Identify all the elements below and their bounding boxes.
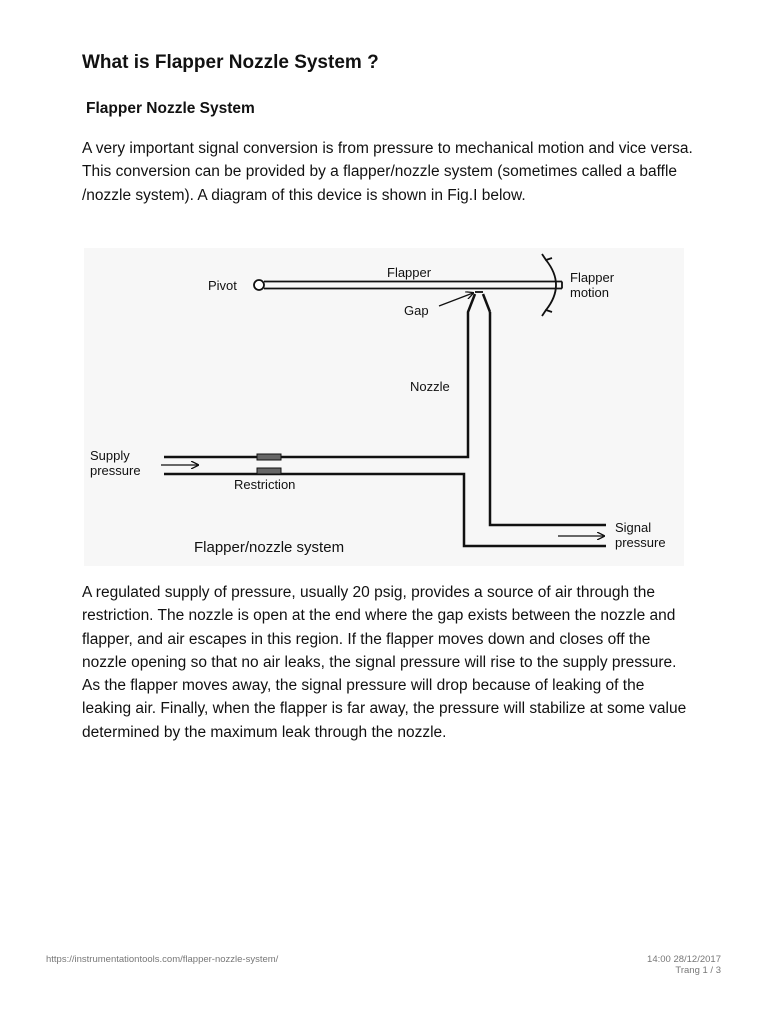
footer-meta: [647, 954, 721, 976]
footer-url: https://instrumentationtools.com/flapper-nozzle-system/: [46, 954, 279, 965]
footer-datetime: 14:00 28/12/2017: [647, 954, 721, 965]
label-flapper-motion-1: Flapper: [570, 270, 615, 285]
label-restriction: Restriction: [234, 477, 296, 492]
label-flapper: Flapper: [387, 265, 432, 280]
footer-page-number: Trang 1 / 3: [675, 965, 721, 976]
diagram-caption: Flapper/nozzle system: [194, 539, 345, 556]
label-gap: Gap: [404, 303, 429, 318]
flapper-nozzle-diagram: [84, 248, 684, 566]
label-flapper-motion-2: motion: [570, 285, 610, 300]
label-nozzle: Nozzle: [410, 379, 450, 394]
section-heading: Flapper Nozzle System: [86, 100, 255, 117]
label-supply-2: pressure: [90, 463, 141, 478]
label-signal-2: pressure: [615, 535, 666, 550]
label-pivot: Pivot: [208, 278, 237, 293]
label-signal-1: Signal: [615, 520, 652, 535]
intro-paragraph: A very important signal conversion is from pressure to mechanical motion and vice versa. This conversion can be provided by a flapper/nozzle system (sometimes called a baffle /nozzle system). A diagram of this device is shown in Fig.I below.: [82, 140, 693, 204]
explanation-paragraph: A regulated supply of pressure, usually 20 psig, provides a source of air through the restriction. The nozzle is open at the end where the gap exists between the nozzle and flapper, and air escapes in this region. If the flapper moves down and closes off the nozzle opening so that no air leaks, the signal pressure will rise to the supply pressure. As the flapper moves away, the signal pressure will drop because of leaking of the leaking air. Finally, when the flapper is far away, the pressure will stabilize at some value determined by the maximum leak through the nozzle.: [82, 584, 687, 741]
page-title: What is Flapper Nozzle System ?: [82, 52, 379, 73]
label-supply-1: Supply: [90, 448, 130, 463]
